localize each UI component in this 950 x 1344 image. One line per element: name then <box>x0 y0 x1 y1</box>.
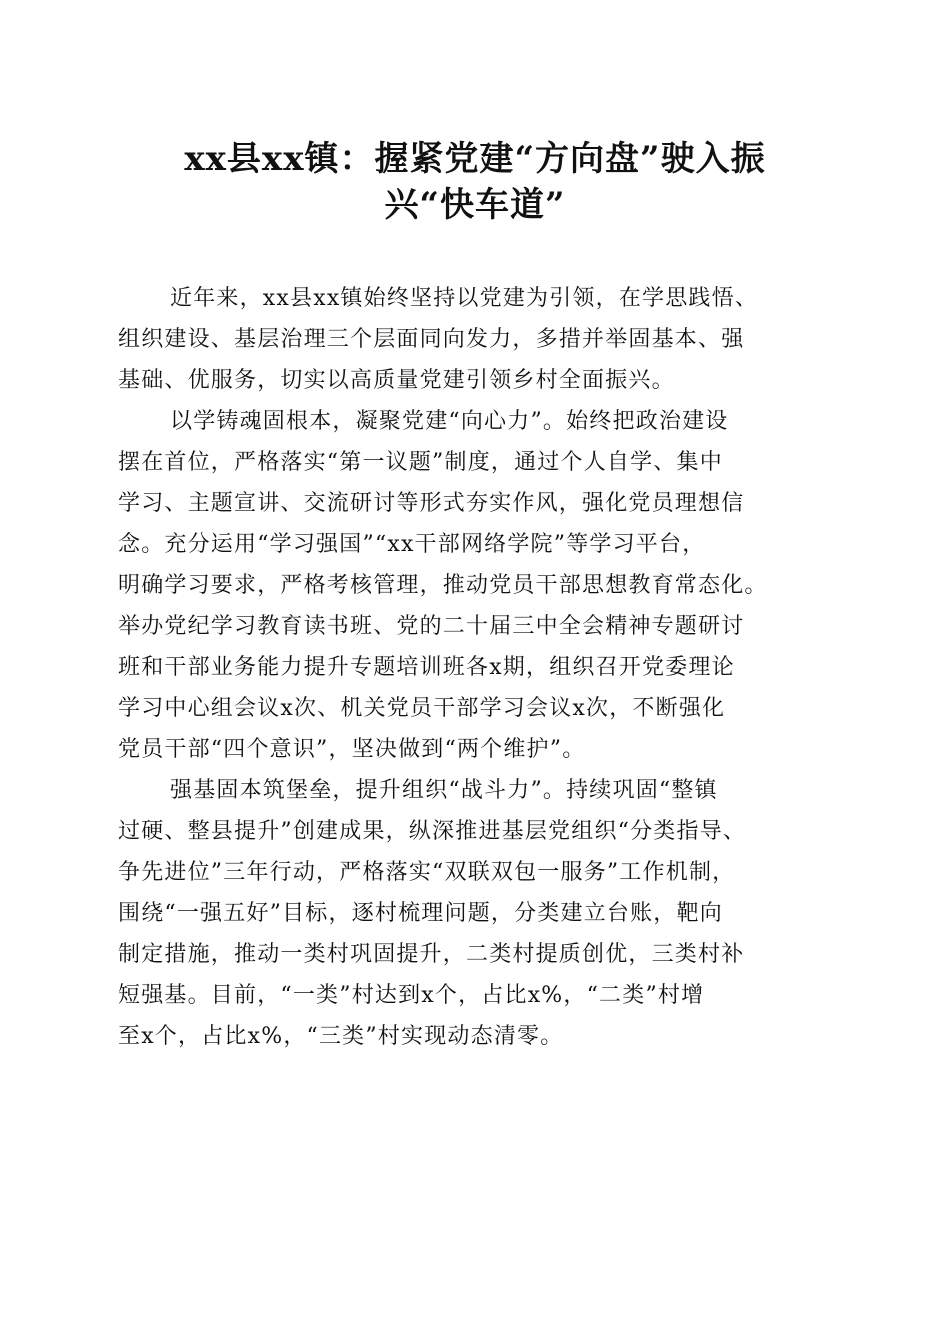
paragraph-line: 组织建设、基层治理三个层面同向发力，多措并举固基本、强 <box>118 327 745 352</box>
paragraph-line: 至x个，占比x%，“三类”村实现动态清零。 <box>118 1024 564 1049</box>
paragraph-line: 念。充分运用“学习强国”“xx干部网络学院”等学习平台， <box>118 532 706 557</box>
paragraph-line: 学习、主题宣讲、交流研讨等形式夯实作风，强化党员理想信 <box>118 491 745 516</box>
title-line: 兴“快车道” <box>384 185 566 225</box>
title-line: xx县xx镇：握紧党建“方向盘”驶入振 <box>184 139 766 179</box>
paragraph-line: 明确学习要求，严格考核管理，推动党员干部思想教育常态化。 <box>118 573 768 598</box>
paragraph-line: 以学铸魂固根本，凝聚党建“向心力”。始终把政治建设 <box>170 409 729 434</box>
paragraph-line: 近年来，xx县xx镇始终坚持以党建为引领，在学思践悟、 <box>170 286 759 311</box>
paragraph-line: 强基固本筑堡垒，提升组织“战斗力”。持续巩固“整镇 <box>170 778 718 803</box>
paragraph-line: 制定措施，推动一类村巩固提升，二类村提质创优，三类村补 <box>118 942 745 967</box>
document-title <box>150 136 800 228</box>
paragraph-line: 围绕“一强五好”目标，逐村梳理问题，分类建立台账，靶向 <box>118 901 723 926</box>
document-body <box>118 278 838 1057</box>
paragraph-line: 党员干部“四个意识”，坚决做到“两个维护”。 <box>118 737 586 762</box>
paragraph-line: 举办党纪学习教育读书班、党的二十届三中全会精神专题研讨 <box>118 614 745 639</box>
paragraph-intro <box>118 278 838 401</box>
paragraph-line: 短强基。目前，“一类”村达到x个，占比x%，“二类”村增 <box>118 983 705 1008</box>
paragraph-line: 班和干部业务能力提升专题培训班各x期，组织召开党委理论 <box>118 655 735 680</box>
paragraph-line: 摆在首位，严格落实“第一议题”制度，通过个人自学、集中 <box>118 450 723 475</box>
paragraph-line: 争先进位”三年行动，严格落实“双联双包一服务”工作机制， <box>118 860 736 885</box>
paragraph-line: 基础、优服务，切实以高质量党建引领乡村全面振兴。 <box>118 368 675 393</box>
paragraph-line: 过硬、整县提升”创建成果，纵深推进基层党组织“分类指导、 <box>118 819 747 844</box>
paragraph-line: 学习中心组会议x次、机关党员干部学习会议x次，不断强化 <box>118 696 726 721</box>
paragraph-study <box>118 401 838 770</box>
paragraph-organization <box>118 770 838 1057</box>
